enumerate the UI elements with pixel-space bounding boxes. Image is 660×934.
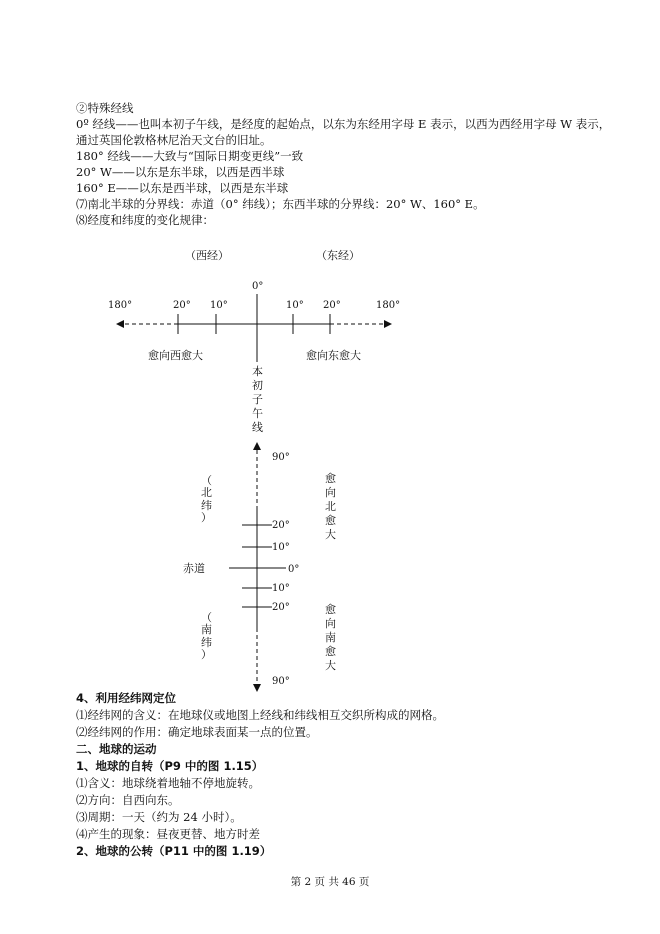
prime-meridian-char: 本	[252, 365, 263, 378]
tick-label-90s: 90°	[272, 676, 290, 687]
latitude-diagram	[183, 446, 336, 688]
tick-label-20s: 20°	[272, 602, 290, 613]
text-line: ⑵经纬网的作用：确定地球表面某一点的位置。	[76, 725, 318, 739]
equator-label: 赤道	[183, 562, 205, 575]
west-increase-label: 愈向西愈大	[148, 349, 203, 362]
text-line: ⑶周期：一天（约为 24 小时）。	[76, 810, 242, 824]
north-latitude-char: 北	[201, 486, 212, 499]
south-latitude-char: ）	[201, 648, 212, 661]
tick-label-20n: 20°	[272, 520, 290, 531]
heading-revolution: 2、地球的公转（P11 中的图 1.19）	[76, 844, 272, 858]
south-latitude-char: （	[201, 611, 212, 624]
north-increase-char: 愈	[325, 472, 336, 485]
tick-label-180w: 180°	[108, 300, 133, 311]
tick-label-20w: 20°	[173, 300, 191, 311]
south-increase-char: 向	[325, 617, 336, 630]
text-line: 20° W——以东是东半球，以西是西半球	[76, 165, 285, 179]
south-latitude-char: 纬	[201, 636, 212, 649]
north-increase-char: 北	[325, 500, 336, 513]
text-line: 180° 经线——大致与“国际日期变更线”一致	[76, 149, 304, 163]
north-increase-char: 愈	[325, 514, 336, 527]
north-latitude-char: （	[201, 474, 212, 487]
text-line: 160° E——以东是西半球，以西是东半球	[76, 181, 289, 195]
north-increase-char: 向	[325, 486, 336, 499]
heading-earth-motion: 二、地球的运动	[76, 742, 157, 756]
text-line: ⑵方向：自西向东。	[76, 793, 180, 807]
heading-grid-location: 4、利用经纬网定位	[76, 691, 177, 705]
text-line: ⑴含义：地球绕着地轴不停地旋转。	[76, 776, 260, 790]
north-latitude-char: ）	[201, 511, 212, 524]
tick-label-10w: 10°	[210, 300, 228, 311]
text-line: ⑴经纬网的含义：在地球仪或地图上经线和纬线相互交织所构成的网格。	[76, 708, 444, 722]
prime-meridian-char: 初	[252, 379, 263, 392]
tick-label-10n: 10°	[272, 542, 290, 553]
prime-meridian-char: 子	[252, 393, 263, 406]
longitude-diagram	[108, 249, 400, 434]
zero-longitude-label: 0°	[252, 281, 264, 292]
prime-meridian-char: 线	[252, 421, 263, 434]
text-line: ⑷产生的现象：昼夜更替、地方时差	[76, 827, 260, 841]
tick-label-20e: 20°	[323, 300, 341, 311]
south-increase-char: 南	[325, 631, 336, 644]
south-increase-char: 愈	[325, 645, 336, 658]
tick-label-90n: 90°	[272, 452, 290, 463]
south-increase-char: 大	[325, 659, 336, 672]
north-latitude-char: 纬	[201, 499, 212, 512]
heading-rotation: 1、地球的自转（P9 中的图 1.15）	[76, 759, 264, 773]
tick-label-10e: 10°	[286, 300, 304, 311]
tick-label-180e: 180°	[376, 300, 401, 311]
page-footer: 第 2 页 共 46 页	[290, 876, 370, 888]
tick-label-equator: 0°	[288, 564, 300, 575]
east-increase-label: 愈向东愈大	[306, 349, 361, 362]
north-increase-char: 大	[325, 528, 336, 541]
text-line: ⑺南北半球的分界线：赤道（0° 纬线）；东西半球的分界线：20° W、160° E。	[76, 197, 485, 211]
text-line: 通过英国伦敦格林尼治天文台的旧址。	[76, 133, 272, 147]
section-title-special-meridians: ②特殊经线	[76, 101, 134, 115]
south-increase-char: 愈	[325, 603, 336, 616]
text-line: 0º 经线——也叫本初子午线，是经度的起始点，以东为东经用字母 E 表示，以西为西经用字母 W 表示，	[76, 117, 611, 131]
east-longitude-label: （东经）	[316, 249, 360, 262]
tick-label-10s: 10°	[272, 583, 290, 594]
west-longitude-label: （西经）	[185, 249, 229, 262]
south-latitude-char: 南	[201, 623, 212, 636]
prime-meridian-char: 午	[252, 407, 263, 420]
text-line: ⑻经度和纬度的变化规律：	[76, 213, 214, 227]
